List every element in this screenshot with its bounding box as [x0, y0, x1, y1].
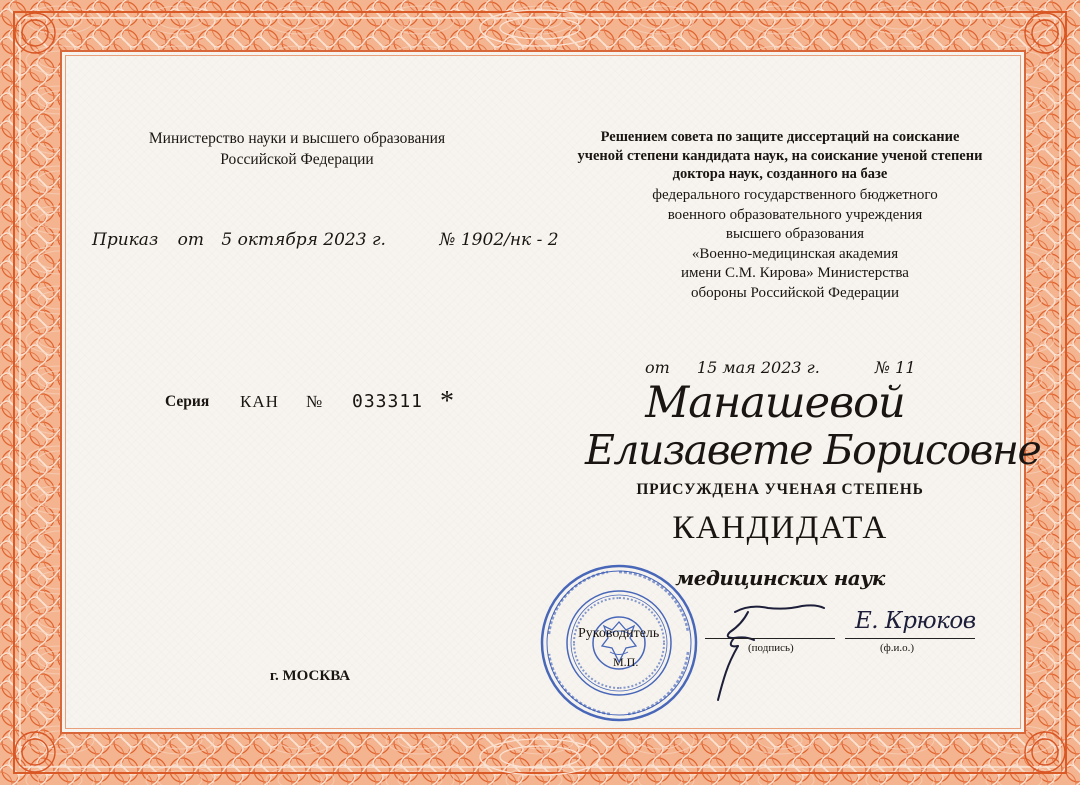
institution-line-6: обороны Российской Федерации: [690, 284, 899, 301]
ministry-line-2: Российской Федерации: [220, 151, 374, 168]
institution-line-3: высшего образования: [725, 226, 865, 242]
number-sign: №: [306, 392, 323, 411]
ministry-line-1: Министерство науки и высшего образования: [148, 130, 446, 147]
degree-field: медицинских наук: [675, 566, 885, 590]
decision-date: 15 мая 2023 г.: [696, 358, 820, 377]
institution-line-1: федерального государственного бюджетного: [652, 187, 938, 203]
seal-place-label: М.П.: [613, 655, 639, 669]
council-line-1: Решением совета по защите диссертаций на соискание: [600, 129, 960, 145]
order-date: 5 октября 2023 г.: [221, 230, 386, 250]
council-line-2: ученой степени кандидата наук, на соискание ученой степени: [577, 147, 983, 164]
order-number: № 1902/нк - 2: [439, 230, 559, 250]
recipient-given-names: Елизавете Борисовне: [585, 426, 1041, 474]
institution-name: [595, 186, 995, 303]
ministry-title: [122, 128, 472, 170]
order-prefix: Приказ: [92, 230, 159, 250]
signature-line: [705, 638, 835, 639]
order-line: [92, 230, 559, 250]
institution-line-4: «Военно-медицинская академия: [691, 245, 899, 262]
awarded-statement: ПРИСУЖДЕНА УЧЕНАЯ СТЕПЕНЬ: [636, 481, 924, 498]
city-label: г. МОСКВА: [269, 668, 351, 684]
diploma-number: 033311: [352, 391, 424, 412]
fio-caption: (ф.и.о.): [880, 642, 915, 654]
series-code: КАН: [240, 392, 279, 411]
fio-line: [845, 638, 975, 639]
council-line-3: доктора наук, созданного на базе: [672, 166, 888, 182]
star-mark: *: [440, 386, 454, 417]
degree-title: КАНДИДАТА: [672, 510, 888, 546]
series-label: Серия: [165, 393, 210, 410]
decision-line: [645, 358, 916, 377]
council-decision: [540, 128, 1020, 184]
recipient-surname: Манашевой: [645, 378, 905, 428]
decision-from: от: [645, 358, 670, 377]
decision-number: № 11: [874, 358, 916, 377]
institution-line-2: военного образовательного учреждения: [667, 206, 923, 223]
head-label: Руководитель: [578, 626, 660, 641]
institution-line-5: имени С.М. Кирова» Министерства: [681, 265, 909, 281]
signature-caption: (подпись): [748, 642, 794, 654]
round-seal-icon: [538, 562, 700, 724]
signer-name: Е. Крюков: [855, 608, 976, 634]
order-from: от: [177, 230, 204, 250]
